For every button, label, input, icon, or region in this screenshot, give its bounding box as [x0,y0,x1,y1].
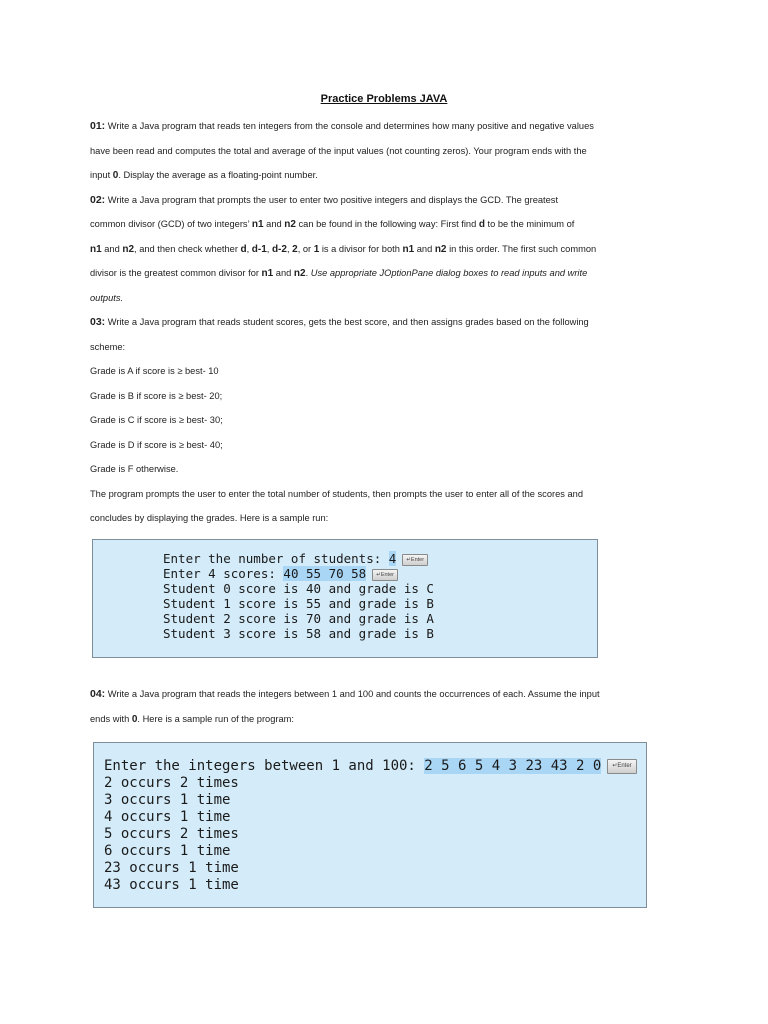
p02-text-2a: common divisor (GCD) of two integers’ [90,219,252,229]
console2-output-line: 23 occurs 1 time [104,860,239,876]
p02-line-3 [90,237,690,262]
p02-one: 1 [313,243,320,255]
sample-run-console-2 [93,742,647,908]
console1-input-2: 40 55 70 58 [283,566,367,581]
problem-04 [90,682,690,731]
p04-text-2a: ends with [90,713,132,724]
p02-line-2 [90,212,690,237]
p02-text-3p: and [414,243,435,254]
p02-n2: n2 [284,219,296,230]
console2-output-line: 4 occurs 1 time [104,809,231,825]
p02-d-minus-2: d-2 [271,243,287,255]
p01-number: 01: [90,120,106,132]
enter-key-icon: ↵Enter [607,759,636,774]
p02-comma-1: , [246,243,252,254]
p02-n1-d: n1 [261,268,274,279]
p02-d: d [478,219,485,230]
console1-output-line: Student 2 score is 70 and grade is A [163,611,434,626]
p02-n2-c: n2 [434,243,447,255]
p02-text-3d: , and then check whether [134,243,241,254]
console2-output-line: 6 occurs 1 time [104,843,231,859]
p04-text-1: Write a Java program that reads the integers between 1 and 100 and counts the occurrences of each. Assume the input [105,689,600,699]
console1-prompt-2 [163,566,597,581]
p02-n2-d: n2 [293,268,306,279]
p03-line-9: concludes by displaying the grades. Here is a sample run: [90,513,329,523]
p02-line-4 [90,261,690,286]
console2-output-line: 3 occurs 1 time [104,792,231,808]
p02-comma-3: , [286,243,293,254]
p01-line-1 [90,114,690,139]
p04-zero: 0 [131,713,138,725]
grade-rule-a: Grade is A if score is ≥ best- 10 [90,366,219,376]
p03-text-1: Write a Java program that reads student scores, gets the best score, and then assigns grades based on the following [105,317,589,327]
p04-line-2 [90,707,690,732]
console1-prompt-1-text: Enter the number of students: [163,551,389,566]
enter-key-icon: ↵Enter [402,554,428,566]
p02-text-2g: to be the minimum of [484,219,575,229]
p02-text-4c: and [273,268,294,278]
console1-output-line: Student 0 score is 40 and grade is C [163,581,434,596]
console1-prompt-1 [163,551,597,566]
p01-text-3c: . Display the average as a floating-point number. [118,170,318,180]
p02-n2-b: n2 [122,243,135,255]
grade-rule-f: Grade is F otherwise. [90,464,179,474]
p02-text-3b: and [101,243,123,254]
p04-number: 04: [90,688,106,700]
console1-output-line: Student 3 score is 58 and grade is B [163,626,434,641]
console2-prompt-text: Enter the integers between 1 and 100: [104,758,425,774]
p02-text-2e: can be found in the following way: First find [295,219,479,229]
console1-input-1: 4 [388,551,397,566]
p03-line-1 [90,310,690,335]
sample-run-console-1 [92,539,598,658]
p01-line-2: have been read and computes the total and average of the input values (not counting zeros). Your program ends with the [90,145,587,156]
grade-rule-b: Grade is B if score is ≥ best- 20; [90,390,223,401]
p03-line-8: The program prompts the user to enter the total number of students, then prompts the user to enter all of the scores and [90,488,584,499]
p02-line-5: outputs. [90,292,124,303]
p02-n1: n1 [251,219,264,230]
console2-output-line: 5 occurs 2 times [104,826,239,842]
p02-text-4a: divisor is the greatest common divisor for [90,268,262,278]
grade-rule-d: Grade is D if score is ≥ best- 40; [90,439,223,450]
p03-number: 03: [90,316,106,328]
grade-rule-c: Grade is C if score is ≥ best- 30; [90,415,223,425]
p02-text-2c: and [263,219,285,229]
p02-n1-c: n1 [402,243,415,255]
p02-text-3n: is a divisor for both [319,243,403,254]
page-title: Practice Problems JAVA [320,93,448,105]
p02-line-1 [90,188,690,213]
console2-prompt [104,758,646,775]
p02-text-4e: . [305,268,311,278]
enter-key-icon: ↵Enter [372,569,398,581]
p01-zero: 0 [112,170,119,181]
p03-line-2: scheme: [90,341,126,352]
p02-n1-b: n1 [90,243,102,255]
p02-d-b: d [240,243,247,255]
console2-input: 2 5 6 5 4 3 23 43 2 0 [424,758,602,774]
p02-d-minus-1: d-1 [251,243,267,255]
p01-line-3 [90,163,690,188]
console1-prompt-2-text: Enter 4 scores: [163,566,284,581]
console1-output-line: Student 1 score is 55 and grade is B [163,596,434,611]
p02-text-1: Write a Java program that prompts the user to enter two positive integers and displays the GCD. The greatest [105,194,559,205]
problems-01-03 [90,114,690,531]
console2-output-line: 43 occurs 1 time [104,877,239,893]
p01-text-1: Write a Java program that reads ten integers from the console and determines how many positive and negative values [105,121,594,131]
p04-line-1 [90,682,690,707]
console2-output-line: 2 occurs 2 times [104,775,239,791]
p02-two: 2 [292,243,298,255]
p02-number: 02: [90,193,106,206]
p02-or: , or [297,243,314,254]
p02-italic-note: Use appropriate JOptionPane dialog boxes to read inputs and write [310,268,588,278]
p01-text-3a: input [90,170,113,180]
p02-comma-2: , [266,243,272,254]
p04-text-2c: . Here is a sample run of the program: [137,713,294,724]
p02-text-3r: in this order. The first such common [446,243,597,254]
